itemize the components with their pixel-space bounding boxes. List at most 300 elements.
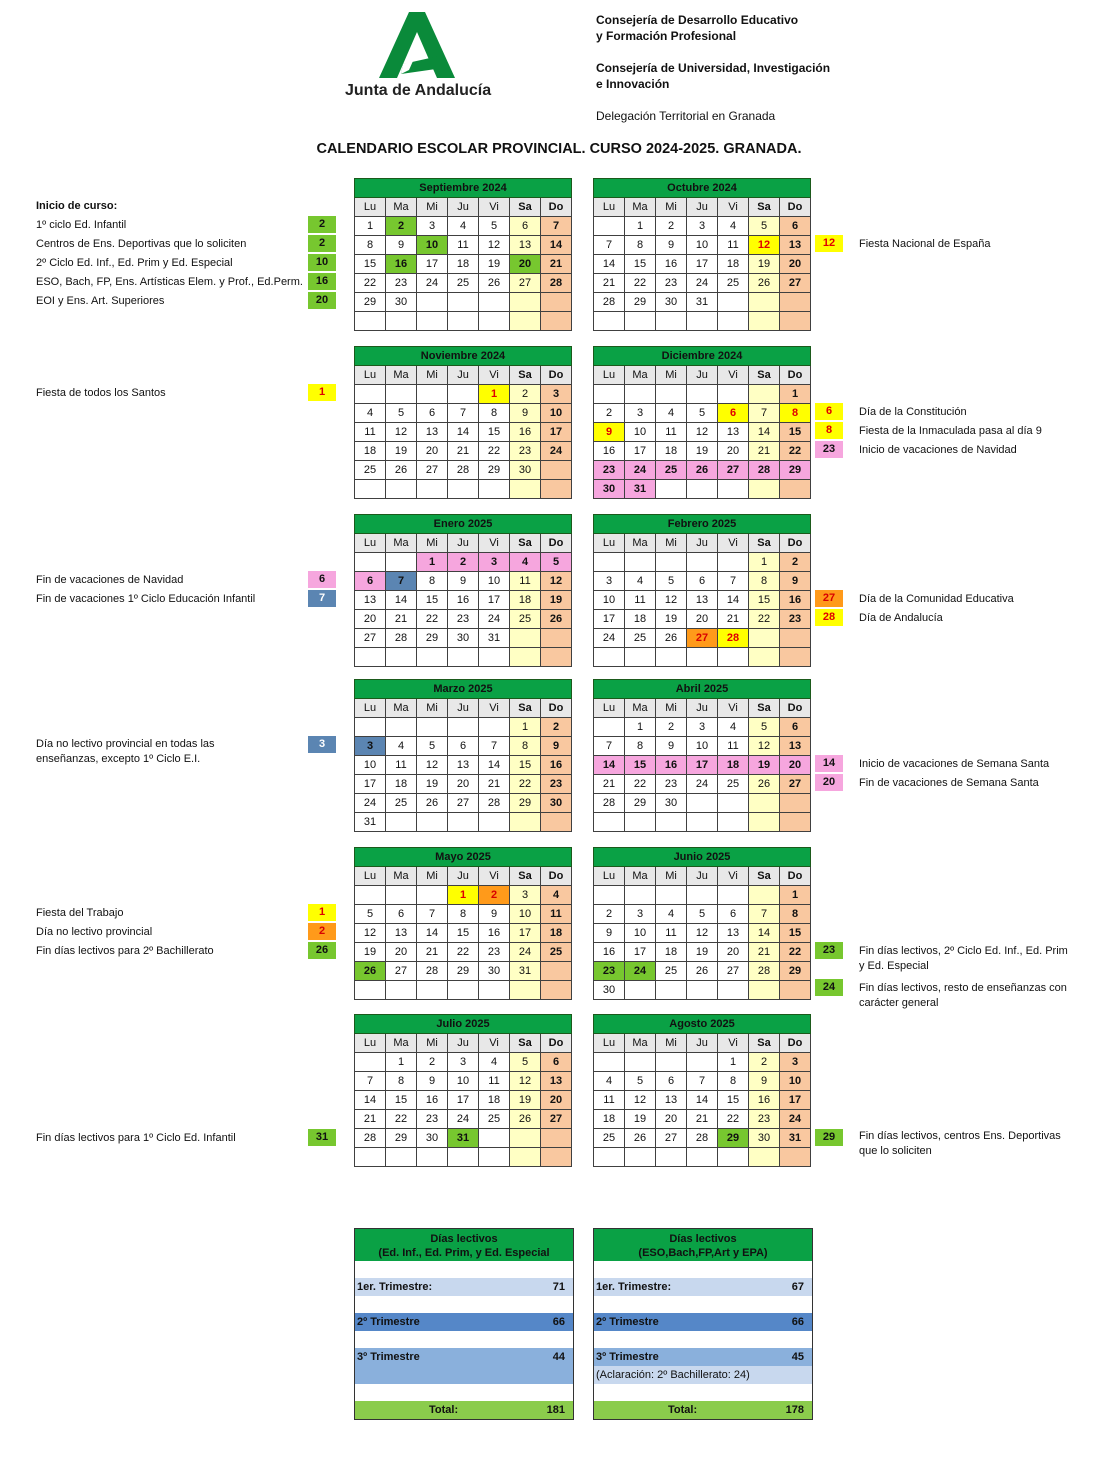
date-badge: 3 [308,736,336,753]
day-cell: 25 [510,610,541,629]
day-cell: 10 [510,905,541,924]
date-badge: 7 [308,590,336,607]
day-cell: 18 [718,756,749,775]
weekday-header: Ju [448,699,479,718]
day-cell: 21 [594,775,625,794]
empty-cell [510,1129,541,1148]
note-left: 2º Ciclo Ed. Inf., Ed. Prim y Ed. Especial [36,257,233,269]
empty-cell [417,718,448,737]
day-cell: 30 [417,1129,448,1148]
empty-cell [718,553,749,572]
day-cell: 28 [386,629,417,648]
day-cell: 26 [687,461,718,480]
empty-cell [510,1148,541,1167]
weekday-header: Vi [718,1034,749,1053]
week-row [355,1129,572,1148]
day-cell: 3 [510,886,541,905]
month-title: Noviembre 2024 [355,347,572,366]
day-cell: 5 [479,217,510,236]
empty-cell [479,1129,510,1148]
empty-cell [417,1148,448,1167]
weekday-header: Ju [687,198,718,217]
day-cell: 8 [718,1072,749,1091]
empty-cell [749,794,780,813]
day-cell: 15 [780,423,811,442]
empty-cell [448,312,479,331]
day-cell: 23 [656,775,687,794]
header-line: y Formación Profesional [596,29,737,43]
day-cell: 15 [510,756,541,775]
empty-cell [479,293,510,312]
day-cell: 8 [625,236,656,255]
day-cell: 14 [749,423,780,442]
day-cell: 18 [479,1091,510,1110]
day-cell: 21 [417,943,448,962]
day-cell: 10 [687,737,718,756]
summary-table-secundaria [593,1228,813,1420]
weekday-header: Ma [386,534,417,553]
day-cell: 25 [479,1110,510,1129]
month-table [354,514,572,667]
empty-cell [780,629,811,648]
week-row [355,905,572,924]
empty-cell [687,1148,718,1167]
day-cell: 2 [417,1053,448,1072]
day-cell: 25 [594,1129,625,1148]
day-cell: 14 [594,756,625,775]
empty-cell [718,813,749,832]
day-cell: 21 [386,610,417,629]
date-badge: 1 [308,384,336,401]
day-cell: 9 [417,1072,448,1091]
week-row [355,629,572,648]
empty-cell [417,312,448,331]
day-cell: 10 [448,1072,479,1091]
note-left: Fin de vacaciones de Navidad [36,574,184,586]
day-cell: 4 [541,886,572,905]
empty-cell [355,553,386,572]
empty-cell [780,293,811,312]
day-cell: 12 [687,423,718,442]
empty-cell [687,813,718,832]
empty-cell [656,553,687,572]
week-row [355,718,572,737]
weekday-header: Sa [510,867,541,886]
weekday-header: Ju [448,867,479,886]
week-row [355,794,572,813]
empty-cell [749,813,780,832]
empty-cell [355,385,386,404]
empty-cell [687,981,718,1000]
empty-cell [386,312,417,331]
day-cell: 28 [749,461,780,480]
day-cell: 10 [355,756,386,775]
empty-cell [625,385,656,404]
day-cell: 17 [687,255,718,274]
day-cell: 28 [687,1129,718,1148]
day-cell: 19 [625,1110,656,1129]
day-cell: 5 [541,553,572,572]
weekday-header: Ju [687,534,718,553]
empty-cell [780,648,811,667]
day-cell: 11 [541,905,572,924]
empty-cell [448,648,479,667]
summary-table-infantil-primaria [354,1228,574,1420]
day-cell: 6 [448,737,479,756]
empty-cell [479,480,510,499]
note-right: Fiesta de la Inmaculada pasa al día 9 [859,425,1042,437]
day-cell: 1 [625,718,656,737]
empty-cell [718,385,749,404]
empty-cell [541,312,572,331]
day-cell: 28 [594,293,625,312]
week-row [355,312,572,331]
week-row [594,775,811,794]
day-cell: 23 [656,274,687,293]
day-cell: 20 [687,610,718,629]
week-row [594,1072,811,1091]
day-cell: 4 [510,553,541,572]
note-left: 1º ciclo Ed. Infantil [36,219,127,231]
day-cell: 29 [355,293,386,312]
day-cell: 1 [749,553,780,572]
day-cell: 4 [718,718,749,737]
month-title: Julio 2025 [355,1015,572,1034]
empty-cell [510,813,541,832]
day-cell: 14 [479,756,510,775]
day-cell: 3 [687,718,718,737]
empty-cell [386,553,417,572]
week-row [355,423,572,442]
day-cell: 21 [749,943,780,962]
day-cell: 16 [510,423,541,442]
day-cell: 28 [448,461,479,480]
week-row [355,217,572,236]
empty-cell [448,1148,479,1167]
summary-title: Días lectivos [430,1233,498,1245]
weekday-header: Vi [479,1034,510,1053]
empty-cell [749,293,780,312]
weekday-header: Mi [656,867,687,886]
summary-row-t3: 3º Trimestre 44 [355,1348,573,1366]
week-row [594,312,811,331]
empty-cell [749,886,780,905]
weekday-header: Ju [448,534,479,553]
day-cell: 5 [749,217,780,236]
day-cell: 2 [510,385,541,404]
day-cell: 2 [749,1053,780,1072]
day-cell: 31 [510,962,541,981]
note-right: Inicio de vacaciones de Navidad [859,444,1017,456]
week-row [355,572,572,591]
note-inicio-curso: Inicio de curso: [36,200,118,212]
day-cell: 22 [718,1110,749,1129]
empty-cell [749,981,780,1000]
day-cell: 27 [448,794,479,813]
header-line: Consejería de Universidad, Investigación [596,61,831,75]
day-cell: 27 [510,274,541,293]
weekday-header: Ma [625,867,656,886]
empty-cell [718,648,749,667]
weekday-header: Do [541,366,572,385]
date-badge: 24 [815,979,843,996]
empty-cell [541,981,572,1000]
month-title: Septiembre 2024 [355,179,572,198]
empty-cell [417,981,448,1000]
empty-cell [417,813,448,832]
day-cell: 30 [479,962,510,981]
empty-cell [541,962,572,981]
day-cell: 11 [594,1091,625,1110]
day-cell: 16 [656,756,687,775]
date-badge: 20 [815,774,843,791]
day-cell: 24 [448,1110,479,1129]
summary-row-t1: 1er. Trimestre: 67 [594,1278,812,1296]
note-left: Fin días lectivos para 1º Ciclo Ed. Infantil [36,1132,236,1144]
weekday-header: Do [541,1034,572,1053]
day-cell: 2 [594,905,625,924]
day-cell: 22 [780,943,811,962]
day-cell: 2 [541,718,572,737]
day-cell: 9 [780,572,811,591]
empty-cell [749,629,780,648]
weekday-header: Sa [749,699,780,718]
day-cell: 3 [448,1053,479,1072]
week-row [355,943,572,962]
weekday-header: Sa [749,198,780,217]
note-right: Fin días lectivos, resto de enseñanzas con carácter general [859,982,1067,1009]
weekday-header: Ma [625,1034,656,1053]
empty-cell [780,1148,811,1167]
day-cell: 17 [541,423,572,442]
week-row [355,236,572,255]
empty-cell [594,1053,625,1072]
day-cell: 12 [749,737,780,756]
weekday-header: Lu [594,1034,625,1053]
day-cell: 13 [687,591,718,610]
date-badge: 23 [815,441,843,458]
day-cell: 10 [687,236,718,255]
day-cell: 11 [386,756,417,775]
day-cell: 25 [541,943,572,962]
day-cell: 27 [687,629,718,648]
empty-cell [656,480,687,499]
day-cell: 29 [625,794,656,813]
empty-cell [448,718,479,737]
empty-cell [541,293,572,312]
day-cell: 26 [479,274,510,293]
week-row [594,461,811,480]
day-cell: 5 [510,1053,541,1072]
day-cell: 27 [386,962,417,981]
weekday-header: Ju [687,1034,718,1053]
day-cell: 22 [448,943,479,962]
week-row [594,794,811,813]
day-cell: 8 [780,905,811,924]
weekday-header: Sa [510,534,541,553]
weekday-header: Lu [355,699,386,718]
day-cell: 24 [417,274,448,293]
month-title: Febrero 2025 [594,515,811,534]
day-cell: 11 [510,572,541,591]
month-table [593,514,811,667]
day-cell: 8 [749,572,780,591]
week-row [355,461,572,480]
week-row [594,610,811,629]
day-cell: 28 [749,962,780,981]
month-table [593,346,811,499]
day-cell: 9 [656,737,687,756]
date-badge: 6 [815,403,843,420]
day-cell: 27 [541,1110,572,1129]
day-cell: 13 [510,236,541,255]
day-cell: 27 [417,461,448,480]
day-cell: 13 [780,737,811,756]
day-cell: 20 [656,1110,687,1129]
empty-cell [479,1148,510,1167]
week-row [594,1129,811,1148]
day-cell: 19 [417,775,448,794]
day-cell: 27 [718,461,749,480]
day-cell: 25 [656,461,687,480]
day-cell: 15 [479,423,510,442]
empty-cell [687,648,718,667]
empty-cell [386,981,417,1000]
day-cell: 20 [780,756,811,775]
day-cell: 31 [625,480,656,499]
note-left: Día no lectivo provincial en todas las enseñanzas, excepto 1º Ciclo E.I. [36,738,215,765]
summary-header [594,1229,812,1261]
day-cell: 18 [718,255,749,274]
day-cell: 10 [625,423,656,442]
week-row [355,648,572,667]
empty-cell [355,886,386,905]
week-row [594,255,811,274]
day-cell: 21 [479,775,510,794]
day-cell: 5 [749,718,780,737]
header-line: Delegación Territorial en Granada [596,109,776,123]
day-cell: 2 [656,718,687,737]
month-title: Enero 2025 [355,515,572,534]
day-cell: 29 [417,629,448,648]
day-cell: 19 [479,255,510,274]
weekday-header: Ju [687,366,718,385]
day-cell: 19 [749,756,780,775]
day-cell: 17 [417,255,448,274]
header-institution [596,12,896,124]
month-table [354,178,572,331]
day-cell: 12 [510,1072,541,1091]
day-cell: 5 [625,1072,656,1091]
day-cell: 7 [749,404,780,423]
day-cell: 7 [687,1072,718,1091]
week-row [594,423,811,442]
day-cell: 18 [541,924,572,943]
day-cell: 28 [355,1129,386,1148]
day-cell: 4 [625,572,656,591]
week-row [594,591,811,610]
day-cell: 14 [687,1091,718,1110]
day-cell: 6 [386,905,417,924]
day-cell: 31 [479,629,510,648]
month-title: Abril 2025 [594,680,811,699]
week-row [594,404,811,423]
summary-row-t2: 2º Trimestre 66 [355,1313,573,1331]
note-right: Día de Andalucía [859,612,943,624]
weekday-header: Lu [594,534,625,553]
day-cell: 13 [386,924,417,943]
date-badge: 16 [308,273,336,290]
week-row [594,737,811,756]
empty-cell [541,813,572,832]
day-cell: 26 [386,461,417,480]
day-cell: 13 [541,1072,572,1091]
day-cell: 10 [625,924,656,943]
day-cell: 29 [510,794,541,813]
day-cell: 16 [656,255,687,274]
weekday-header: Mi [656,198,687,217]
day-cell: 3 [479,553,510,572]
empty-cell [355,981,386,1000]
day-cell: 9 [749,1072,780,1091]
day-cell: 30 [656,794,687,813]
day-cell: 15 [718,1091,749,1110]
empty-cell [448,480,479,499]
note-left: Día no lectivo provincial [36,926,153,938]
weekday-header: Mi [656,1034,687,1053]
day-cell: 21 [687,1110,718,1129]
day-cell: 29 [479,461,510,480]
empty-cell [625,886,656,905]
empty-cell [687,480,718,499]
day-cell: 14 [448,423,479,442]
weekday-header: Sa [510,699,541,718]
week-row [594,217,811,236]
day-cell: 28 [417,962,448,981]
day-cell: 26 [749,274,780,293]
day-cell: 16 [780,591,811,610]
day-cell: 16 [479,924,510,943]
month-table [354,847,572,1000]
week-row [355,610,572,629]
empty-cell [718,1148,749,1167]
week-row [355,442,572,461]
note-left: Fiesta de todos los Santos [36,387,166,399]
empty-cell [749,385,780,404]
empty-cell [594,312,625,331]
week-row [355,385,572,404]
day-cell: 16 [417,1091,448,1110]
day-cell: 6 [417,404,448,423]
empty-cell [386,1148,417,1167]
empty-cell [479,718,510,737]
note-left: EOI y Ens. Art. Superiores [36,295,165,307]
month-title: Agosto 2025 [594,1015,811,1034]
empty-cell [386,718,417,737]
empty-cell [479,648,510,667]
empty-cell [448,813,479,832]
day-cell: 7 [594,236,625,255]
day-cell: 23 [541,775,572,794]
week-row [594,718,811,737]
day-cell: 7 [448,404,479,423]
weekday-header: Sa [510,1034,541,1053]
date-badge: 2 [308,923,336,940]
day-cell: 16 [541,756,572,775]
day-cell: 2 [780,553,811,572]
day-cell: 24 [510,943,541,962]
day-cell: 15 [625,255,656,274]
